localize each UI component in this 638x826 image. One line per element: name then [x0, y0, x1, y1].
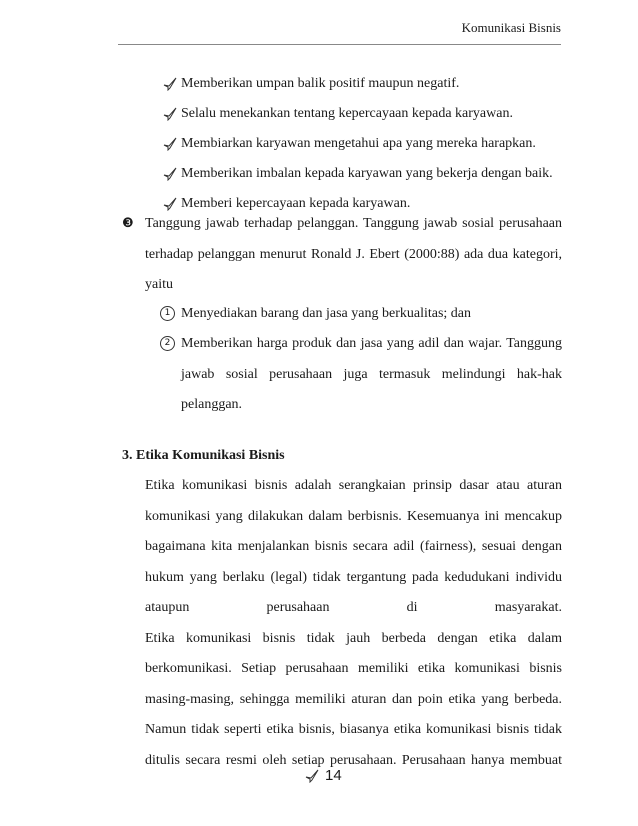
paragraph-line: Namun tidak seperti etika bisnis, biasanya etika komunikasi bisnis tidak: [145, 722, 562, 737]
numbered-dingbat-3: ❸: [122, 216, 134, 231]
dove-bullet-icon: [163, 137, 177, 151]
paragraph-line: ataupun perusahaan di masyarakat.: [145, 600, 562, 615]
checklist-item: Selalu menekankan tentang kepercayaan kepada karyawan.: [181, 106, 513, 121]
list-item: Menyediakan barang dan jasa yang berkualitas; dan: [181, 306, 472, 321]
paragraph-line: bagaimana kita menjalankan bisnis secara adil (fairness), sesuai dengan: [145, 539, 562, 554]
paragraph-line: Etika komunikasi bisnis tidak jauh berbeda dengan etika dalam: [145, 631, 562, 646]
checklist-item: Memberi kepercayaan kepada karyawan.: [181, 196, 411, 211]
paragraph-line: terhadap pelanggan menurut Ronald J. Ebert (2000:88) ada dua kategori,: [145, 247, 562, 262]
paragraph-line: Etika komunikasi bisnis adalah serangkaian prinsip dasar atau aturan: [145, 478, 562, 493]
list-item-continued: pelanggan.: [181, 397, 243, 412]
page-number: 14: [325, 767, 342, 784]
dove-icon: [305, 769, 319, 783]
circled-number-1: 1: [160, 306, 175, 321]
dove-bullet-icon: [163, 77, 177, 91]
paragraph-line: hukum yang berlaku (legal) tidak tergantung pada kedudukani individu: [145, 570, 562, 585]
dove-bullet-icon: [163, 107, 177, 121]
circled-number-2: 2: [160, 336, 175, 351]
paragraph-line: berkomunikasi. Setiap perusahaan memiliki etika komunikasi bisnis: [145, 661, 562, 676]
header-divider: [118, 44, 561, 45]
checklist-item: Membiarkan karyawan mengetahui apa yang mereka harapkan.: [181, 136, 536, 151]
paragraph-line: yaitu: [145, 277, 173, 292]
checklist-item: Memberikan imbalan kepada karyawan yang bekerja dengan baik.: [181, 166, 553, 181]
section-heading: 3. Etika Komunikasi Bisnis: [122, 448, 285, 463]
dove-bullet-icon: [163, 197, 177, 211]
running-header: Komunikasi Bisnis: [461, 20, 561, 35]
paragraph-line: Tanggung jawab terhadap pelanggan. Tanggung jawab sosial perusahaan: [145, 216, 562, 231]
checklist-item: Memberikan umpan balik positif maupun negatif.: [181, 76, 460, 91]
paragraph-line: masing-masing, sehingga memiliki aturan dan poin etika yang berbeda.: [145, 692, 562, 707]
list-item-continued: jawab sosial perusahaan juga termasuk melindungi hak-hak: [181, 367, 562, 382]
list-item: Memberikan harga produk dan jasa yang adil dan wajar. Tanggung: [181, 336, 562, 351]
paragraph-line: komunikasi yang dilakukan dalam berbisnis. Kesemuanya ini mencakup: [145, 509, 562, 524]
paragraph-line: ditulis secara resmi oleh setiap perusahaan. Perusahaan hanya membuat: [145, 753, 562, 768]
dove-bullet-icon: [163, 167, 177, 181]
